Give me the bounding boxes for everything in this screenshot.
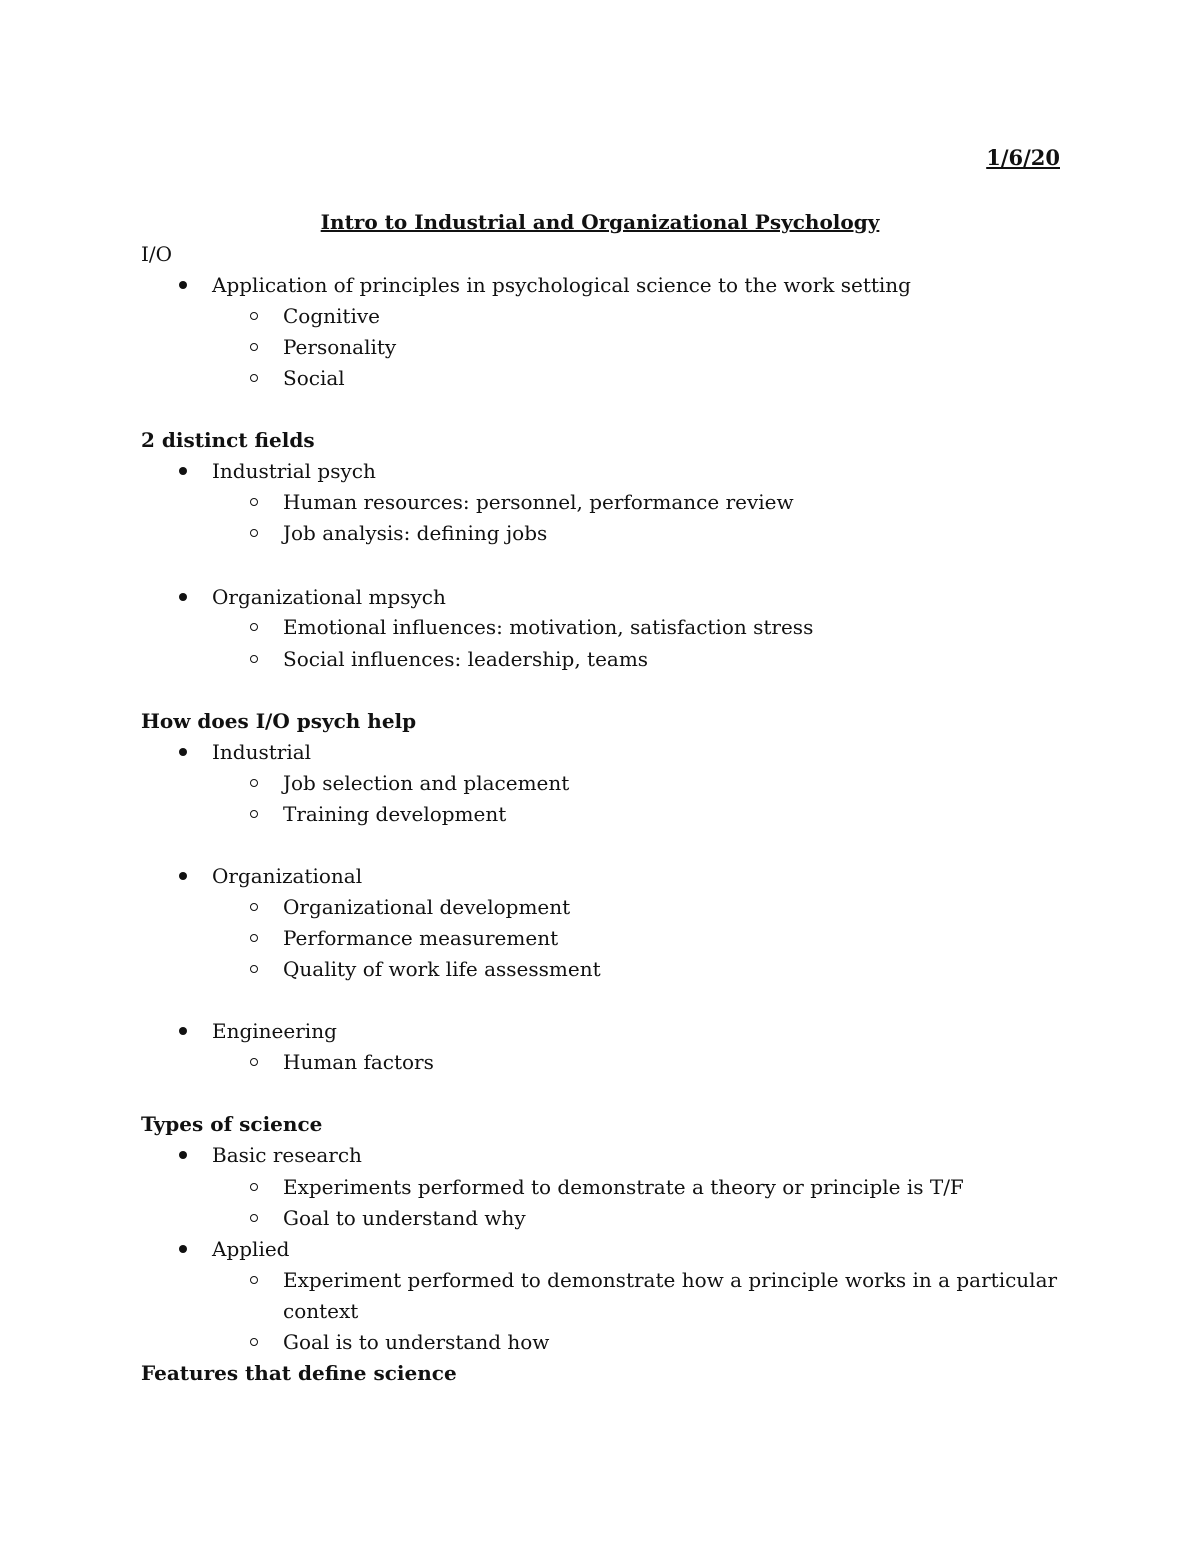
circle-bullet-icon [250, 810, 258, 818]
bullet-icon [179, 1245, 187, 1253]
circle-bullet-icon [250, 498, 258, 506]
bullet-icon [179, 872, 187, 880]
bullet-icon [179, 1151, 187, 1159]
circle-bullet-icon [250, 1058, 258, 1066]
section-heading-science: Types of science [141, 1112, 323, 1136]
section-heading-features: Features that define science [141, 1361, 457, 1385]
circle-bullet-icon [250, 343, 258, 351]
circle-bullet-icon [250, 965, 258, 973]
circle-bullet-icon [250, 1338, 258, 1346]
section-heading-fields: 2 distinct fields [141, 428, 315, 452]
document-title: Intro to Industrial and Organizational Psychology [320, 210, 880, 234]
bullet-icon [179, 593, 187, 601]
circle-bullet-icon [250, 1183, 258, 1191]
circle-bullet-icon [250, 934, 258, 942]
circle-bullet-icon [250, 655, 258, 663]
bullet-icon [179, 467, 187, 475]
bullet-icon [179, 748, 187, 756]
circle-bullet-icon [250, 374, 258, 382]
io-label: I/O [141, 242, 173, 266]
circle-bullet-icon [250, 529, 258, 537]
document-page: 1/6/20 Intro to Industrial and Organizational Psychology I/O Application of principles in psychological science to the work setting Cognitive Personality Social 2 distinct fields Industrial psych Human resources: personnel, performance review Job analysis: defining jobs Organizational mpsych Emotional influences: motivation, satisfaction stress Social influences: leadership, teams How does I/O psych help Industrial Job selection and placement Training development Organizational Organizational development Performance measurement Quality of work life assessment Engineering Human factors Types of science Basic research Experiments performed to demonstrate a theory or principle is T/F Goal to understand why Applied Experiment performed to demonstrate how a principle works in a particular context Goal is to understand how Features that define science [0, 0, 1200, 1553]
bullet-icon [179, 281, 187, 289]
circle-bullet-icon [250, 623, 258, 631]
circle-bullet-icon [250, 1276, 258, 1284]
section-heading-help: How does I/O psych help [141, 709, 417, 733]
circle-bullet-icon [250, 903, 258, 911]
list-item-continuation: context [283, 1299, 359, 1323]
document-date: 1/6/20 [986, 145, 1060, 170]
bullet-icon [179, 1027, 187, 1035]
circle-bullet-icon [250, 779, 258, 787]
circle-bullet-icon [250, 312, 258, 320]
circle-bullet-icon [250, 1214, 258, 1222]
